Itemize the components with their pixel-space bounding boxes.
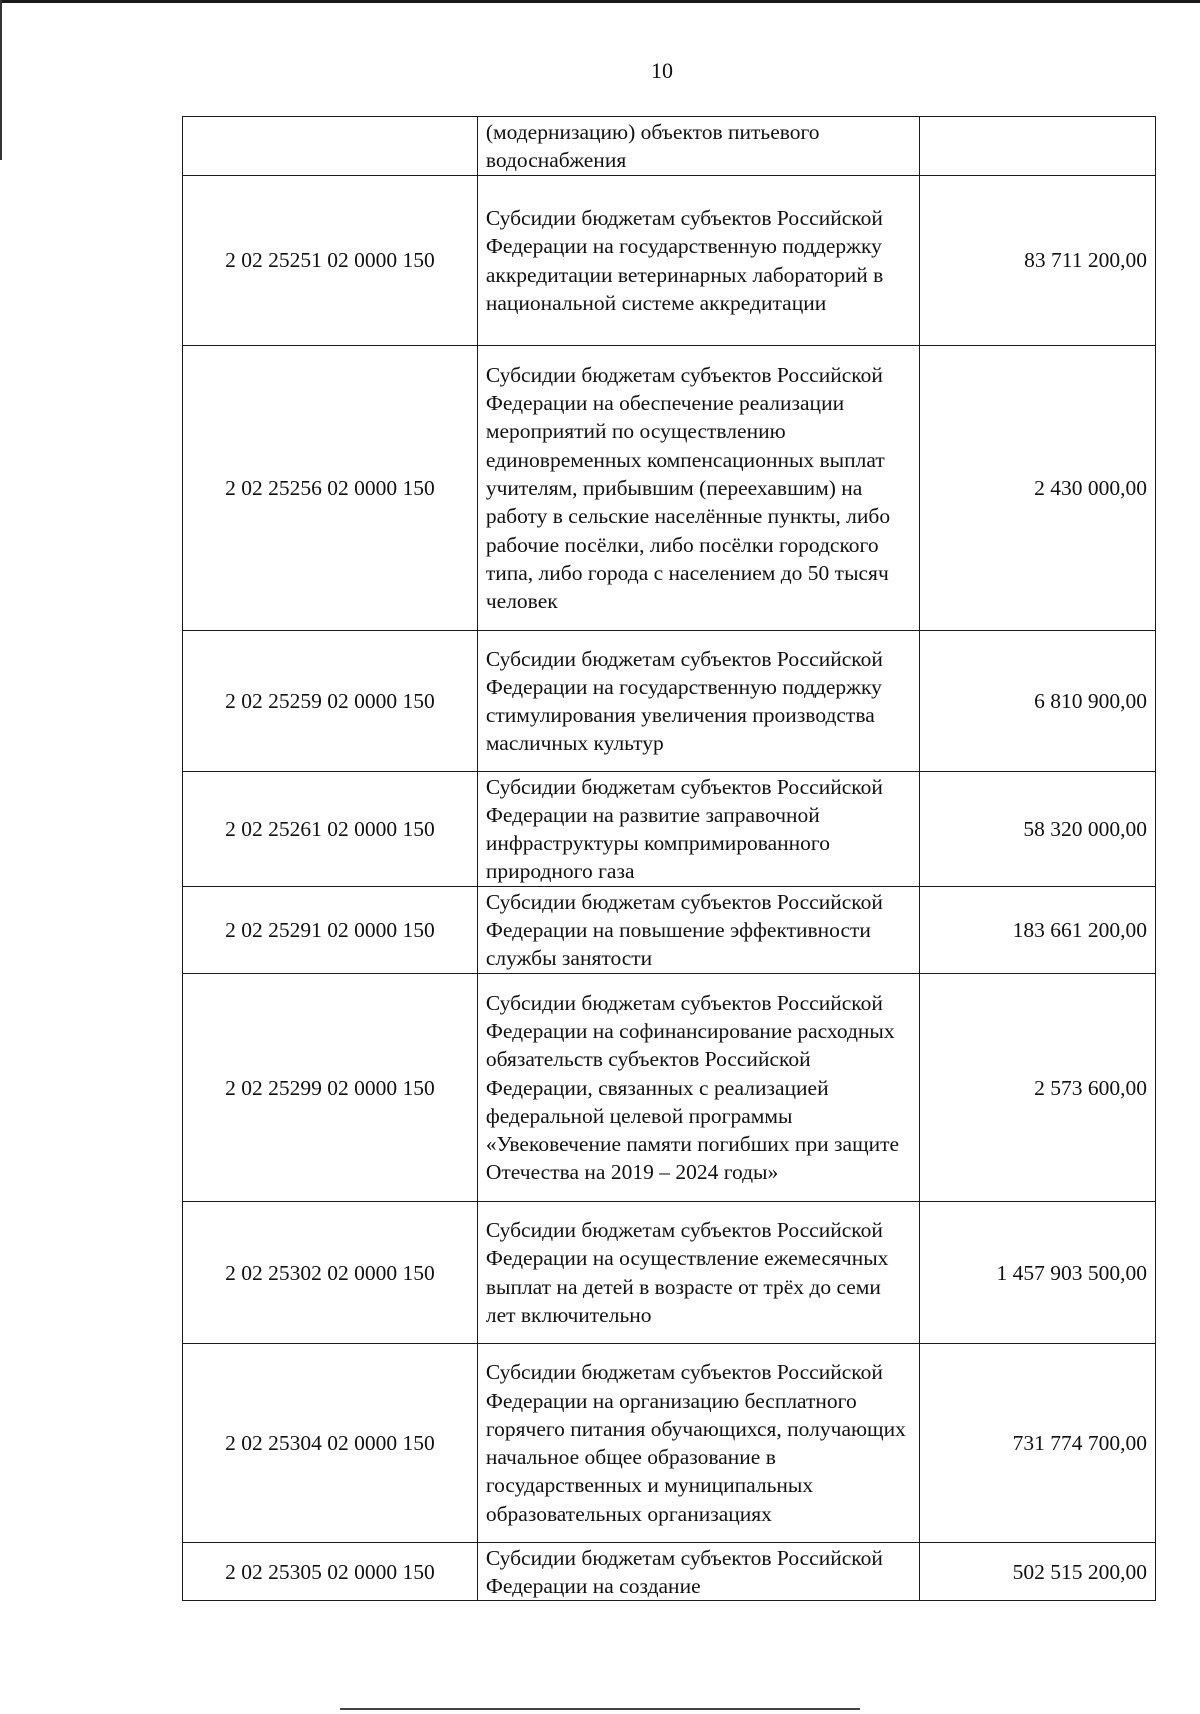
amount-cell: 183 661 200,00: [920, 886, 1156, 973]
description-cell: [477, 771, 919, 886]
budget-code-cell: 2 02 25299 02 0000 150: [183, 973, 478, 1201]
table-row: [183, 886, 1156, 973]
amount-cell: 2 573 600,00: [920, 973, 1156, 1201]
scan-border-top: [0, 0, 1200, 3]
description-text: Субсидии бюджетам субъектов Российской Федерации на повышение эффективности службы занятости: [485, 889, 883, 971]
description-cell: [477, 886, 919, 973]
table-row: [183, 771, 1156, 886]
description-text: Субсидии бюджетам субъектов Российской Федерации на организацию бесплатного горячего питания обучающихся, получающих начальное общее образование в государственных и муниципальных образовательных организациях: [485, 1360, 906, 1526]
budget-code-cell: 2 02 25256 02 0000 150: [183, 345, 478, 630]
page-number: 10: [651, 58, 673, 83]
table-row: [183, 973, 1156, 1201]
amount-cell: 83 711 200,00: [920, 175, 1156, 345]
amount-cell: 731 774 700,00: [920, 1343, 1156, 1542]
budget-code-cell: 2 02 25291 02 0000 150: [183, 886, 478, 973]
description-cell: [477, 345, 919, 630]
table-row: [183, 117, 1156, 176]
table-row: [183, 1201, 1156, 1343]
description-cell: [477, 973, 919, 1201]
description-text: (модернизацию) объектов питьевого водоснабжения: [485, 120, 820, 173]
table-row: [183, 175, 1156, 345]
amount-cell: 58 320 000,00: [920, 771, 1156, 886]
table-row: [183, 345, 1156, 630]
description-cell: [477, 1201, 919, 1343]
budget-code-cell: 2 02 25305 02 0000 150: [183, 1542, 478, 1601]
table-row: [183, 1343, 1156, 1542]
scan-border-bottom: [340, 1708, 860, 1710]
budget-code-cell: 2 02 25302 02 0000 150: [183, 1201, 478, 1343]
amount-cell: 6 810 900,00: [920, 630, 1156, 771]
description-text: Субсидии бюджетам субъектов Российской Федерации на софинансирование расходных обязательств субъектов Российской Федерации, связанных с реализацией федеральной целевой программы «Увековечение памяти погибших при защите Отечества на 2019 – 2024 годы»: [485, 990, 900, 1185]
amount-cell: 2 430 000,00: [920, 345, 1156, 630]
table-row: [183, 1542, 1156, 1601]
budget-table: [182, 116, 1156, 1601]
budget-code-cell: 2 02 25261 02 0000 150: [183, 771, 478, 886]
amount-cell: [920, 117, 1156, 176]
description-text: Субсидии бюджетам субъектов Российской Федерации на осуществление ежемесячных выплат на детей в возрасте от трёх до семи лет включительно: [485, 1218, 889, 1327]
description-text: Субсидии бюджетам субъектов Российской Федерации на государственную поддержку стимулирования увеличения производства масличных культур: [485, 646, 883, 756]
budget-code-cell: 2 02 25251 02 0000 150: [183, 175, 478, 345]
amount-cell: 1 457 903 500,00: [920, 1201, 1156, 1343]
amount-cell: 502 515 200,00: [920, 1542, 1156, 1601]
budget-code-cell: 2 02 25304 02 0000 150: [183, 1343, 478, 1542]
description-cell: [477, 117, 919, 176]
budget-code-cell: [183, 117, 478, 176]
description-cell: [477, 1542, 919, 1601]
description-cell: [477, 175, 919, 345]
description-text: Субсидии бюджетам субъектов Российской Федерации на государственную поддержку аккредитации ветеринарных лабораторий в национальной системе аккредитации: [485, 206, 884, 315]
budget-code-cell: 2 02 25259 02 0000 150: [183, 630, 478, 771]
description-cell: [477, 630, 919, 771]
table-row: [183, 630, 1156, 771]
description-text: Субсидии бюджетам субъектов Российской Федерации на создание: [485, 1545, 883, 1598]
description-text: Субсидии бюджетам субъектов Российской Федерации на развитие заправочной инфраструктуры компримированного природного газа: [485, 774, 883, 884]
description-text: Субсидии бюджетам субъектов Российской Федерации на обеспечение реализации мероприятий по осуществлению единовременных компенсационных выплат учителям, прибывшим (переехавшим) на работу в сельские населённые пункты, либо рабочие посёлки, либо посёлки городского типа, либо города с населением до 50 тысяч человек: [485, 362, 891, 614]
description-cell: [477, 1343, 919, 1542]
